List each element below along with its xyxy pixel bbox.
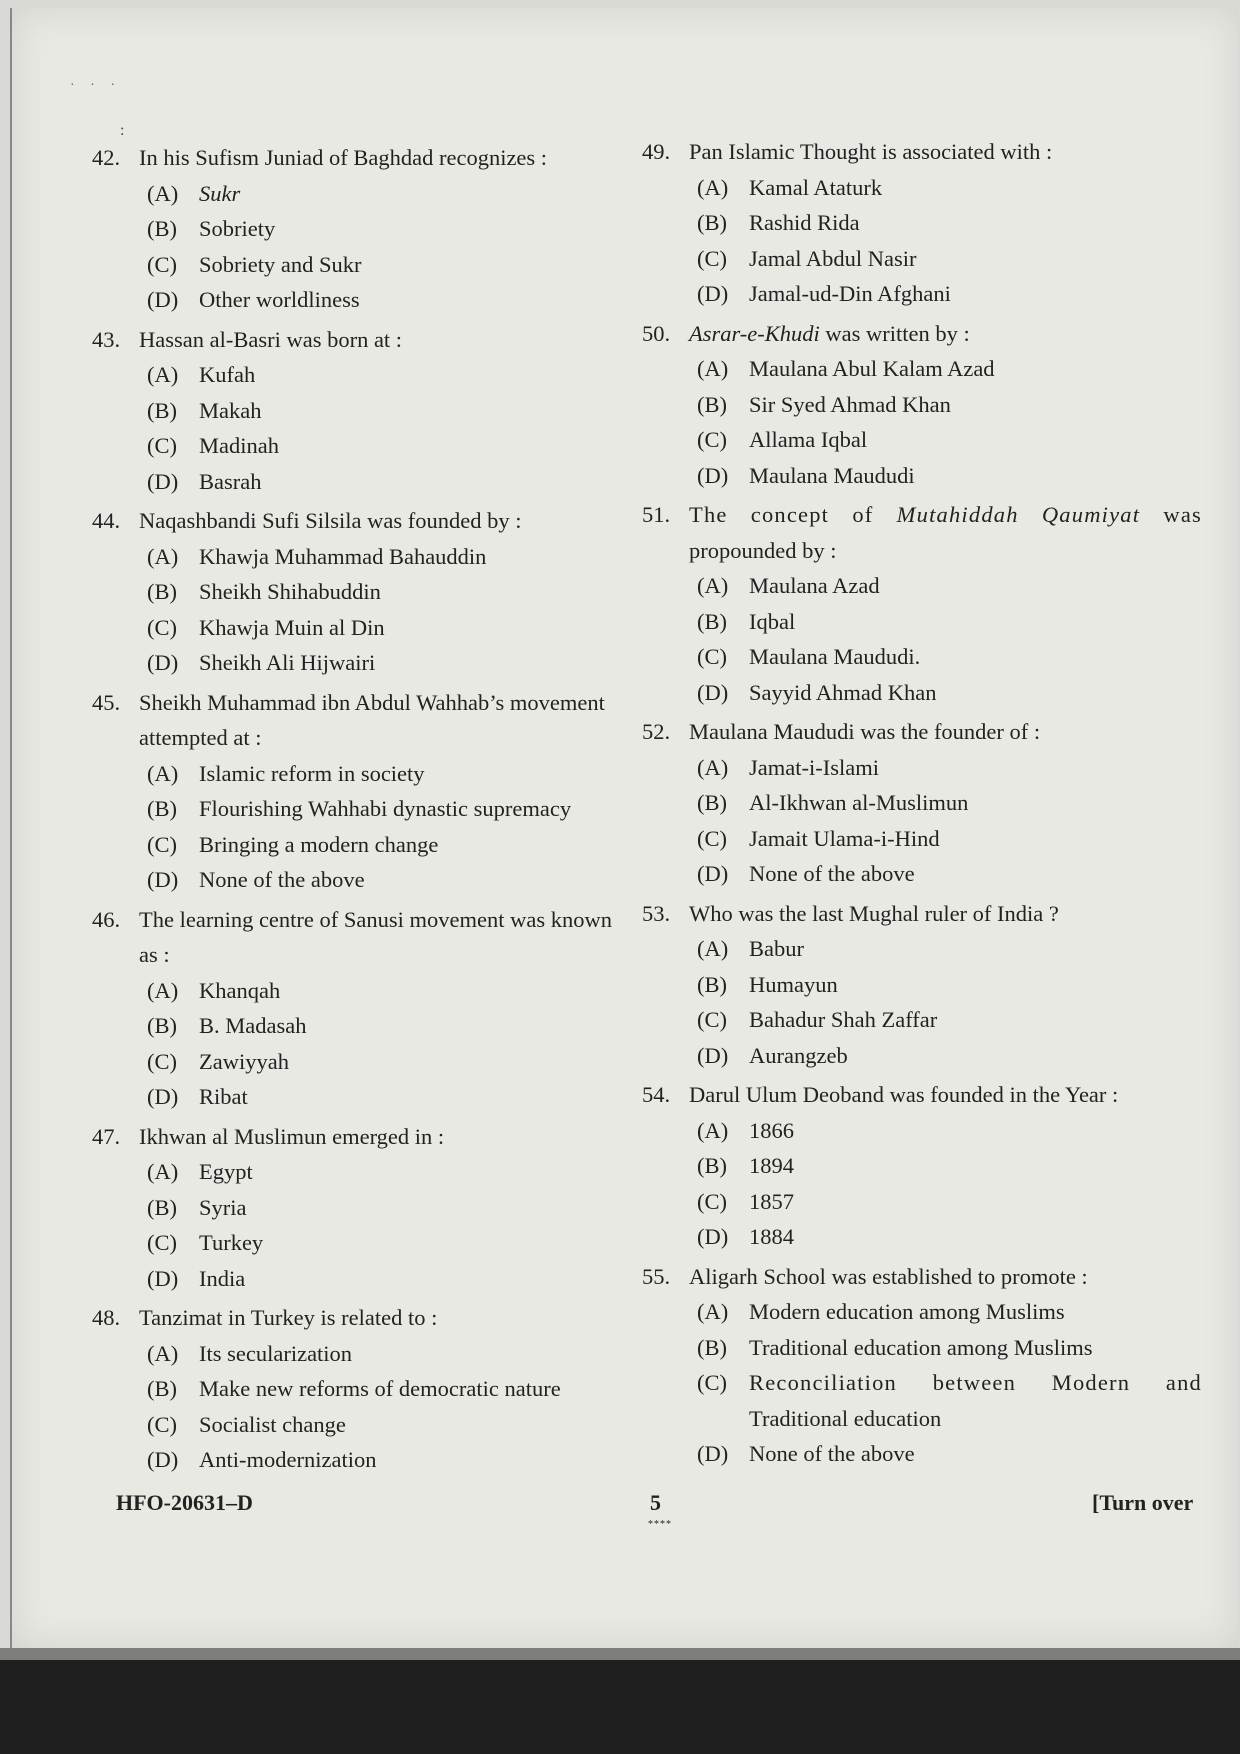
question-text: Maulana Maududi was the founder of : (689, 719, 1041, 744)
option-letter: (D) (147, 867, 179, 892)
turn-over-label: [Turn over (1092, 1490, 1194, 1515)
option-letter: (A) (697, 936, 729, 961)
option-text: Maulana Maududi (749, 462, 915, 488)
question-text: The concept of (689, 502, 897, 527)
option-letter: (A) (147, 1159, 179, 1184)
question-text: The learning centre of Sanusi movement was known (139, 906, 612, 932)
paper-code: HFO-20631–D (116, 1490, 253, 1515)
question-text: Naqashbandi Sufi Silsila was founded by : (139, 508, 522, 533)
question-text: Aligarh School was established to promote : (689, 1263, 1088, 1289)
option-letter: (C) (147, 831, 177, 857)
question-number: 47. (92, 1123, 121, 1149)
question-text: Sheikh Muhammad ibn Abdul Wahhab’s movement (139, 689, 605, 715)
question-number: 54. (642, 1082, 671, 1107)
option-letter: (B) (697, 210, 727, 235)
option-text: Maulana Abul Kalam Azad (749, 356, 995, 381)
option-text: Traditional education among Muslims (749, 1334, 1093, 1360)
option-text: Ribat (199, 1084, 248, 1109)
option-text: Sheikh Ali Hijwairi (199, 650, 376, 675)
option-letter: (A) (147, 362, 179, 387)
option-text: Makah (199, 397, 262, 423)
option-letter: (C) (147, 1230, 177, 1255)
option-letter: (D) (697, 861, 729, 886)
question-text-continued: propounded by : (689, 537, 837, 563)
option-text: Syria (199, 1194, 247, 1220)
question-number: 55. (642, 1263, 671, 1289)
option-text: Khanqah (199, 977, 281, 1003)
question-46 (92, 902, 652, 1115)
option-letter: (B) (147, 397, 177, 423)
question-number: 42. (92, 145, 121, 170)
option-letter: (C) (697, 245, 727, 271)
option-text: Jamat-i-Islami (749, 754, 879, 780)
question-number: 43. (92, 326, 121, 352)
option-text: Make new reforms of democratic nature (199, 1376, 561, 1401)
question-42 (92, 140, 652, 318)
option-text: Modern education among Muslims (749, 1299, 1065, 1324)
option-text: Bahadur Shah Zaffar (749, 1007, 938, 1032)
option-letter: (A) (697, 356, 729, 381)
question-55 (642, 1259, 1202, 1472)
question-text: Ikhwan al Muslimun emerged in : (139, 1123, 445, 1149)
option-text: Madinah (199, 433, 279, 458)
option-letter: (B) (697, 1153, 727, 1178)
option-text: Egypt (199, 1159, 253, 1184)
option-letter: (A) (147, 760, 179, 786)
option-text: Sukr (199, 180, 241, 206)
right-column (642, 134, 1202, 1476)
option-letter: (D) (147, 468, 179, 494)
option-letter: (C) (697, 825, 727, 851)
option-letter: (A) (147, 543, 179, 569)
option-text: Kamal Ataturk (749, 174, 883, 200)
option-letter: (C) (147, 433, 177, 458)
option-letter: (A) (697, 754, 729, 780)
option-text: Sobriety and Sukr (199, 251, 362, 277)
scan-specks: · · · (70, 78, 121, 93)
option-letter: (B) (697, 1334, 727, 1360)
option-text: Maulana Maududi. (749, 644, 921, 669)
question-51 (642, 497, 1202, 710)
option-text: Jamal-ud-Din Afghani (749, 281, 951, 306)
option-letter: (A) (697, 174, 729, 200)
question-text: Hassan al-Basri was born at : (139, 326, 403, 352)
option-letter: (C) (147, 1411, 177, 1437)
option-letter: (D) (147, 1447, 179, 1472)
page-number-dots: **** (648, 1519, 672, 1530)
option-text: B. Madasah (199, 1013, 307, 1038)
question-number: 44. (92, 508, 121, 533)
option-letter: (A) (147, 977, 179, 1003)
option-letter: (A) (147, 180, 179, 206)
question-number: 52. (642, 719, 671, 744)
question-48 (92, 1300, 652, 1478)
option-text: Sayyid Ahmad Khan (749, 679, 937, 705)
question-45 (92, 685, 652, 898)
option-letter: (D) (697, 679, 729, 705)
option-text: Reconciliation between Modern and (749, 1370, 1202, 1395)
option-letter: (D) (147, 650, 179, 675)
question-text: Who was the last Mughal ruler of India ? (689, 900, 1059, 926)
question-text: was written by : (819, 320, 970, 346)
option-text: Turkey (199, 1230, 264, 1255)
option-letter: (C) (697, 644, 727, 669)
option-text: Khawja Muhammad Bahauddin (199, 543, 487, 569)
option-letter: (B) (147, 1376, 177, 1401)
question-text-continued: as : (139, 942, 170, 967)
option-letter: (B) (697, 608, 727, 634)
question-number: 49. (642, 139, 671, 164)
option-letter: (D) (147, 1265, 179, 1291)
question-49 (642, 134, 1202, 312)
question-number: 48. (92, 1305, 121, 1330)
option-text: 1866 (749, 1117, 794, 1143)
option-text: Sobriety (199, 216, 276, 241)
option-text: Islamic reform in society (199, 760, 425, 786)
option-text: None of the above (749, 1441, 915, 1466)
option-letter: (B) (147, 216, 177, 241)
question-number: 45. (92, 689, 121, 715)
option-letter: (C) (697, 1188, 727, 1214)
option-letter: (D) (697, 462, 729, 488)
question-text: Pan Islamic Thought is associated with : (689, 139, 1053, 164)
option-letter: (C) (147, 251, 177, 277)
option-text: Its secularization (199, 1340, 353, 1366)
book-title: Asrar-e-Khudi (689, 320, 820, 346)
question-53 (642, 896, 1202, 1074)
option-text: Rashid Rida (749, 210, 860, 235)
question-number: 46. (92, 906, 121, 932)
option-letter: (A) (697, 1299, 729, 1324)
option-letter: (A) (147, 1340, 179, 1366)
question-text: In his Sufism Juniad of Baghdad recognizes : (139, 145, 548, 170)
concept-term: Mutahiddah Qaumiyat (896, 502, 1141, 527)
question-text: Darul Ulum Deoband was founded in the Year : (689, 1082, 1119, 1107)
option-text: Other worldliness (199, 287, 360, 312)
page-number: 5 (650, 1490, 661, 1515)
option-text: Aurangzeb (749, 1042, 848, 1068)
question-47 (92, 1119, 652, 1297)
option-letter: (C) (147, 614, 177, 640)
option-letter: (D) (697, 1441, 729, 1466)
option-letter: (B) (147, 1013, 177, 1038)
question-50 (642, 316, 1202, 494)
option-letter: (C) (697, 1370, 727, 1395)
option-text: Flourishing Wahhabi dynastic supremacy (199, 796, 572, 821)
option-text: India (199, 1265, 246, 1291)
question-54 (642, 1077, 1202, 1255)
option-text: Anti-modernization (199, 1447, 377, 1472)
question-text-continued: attempted at : (139, 725, 262, 750)
option-letter: (A) (697, 1117, 729, 1143)
question-44 (92, 503, 652, 681)
scan-background (0, 1660, 1240, 1754)
option-text: Socialist change (199, 1411, 346, 1437)
option-text: None of the above (749, 861, 915, 886)
left-column (92, 140, 652, 1482)
option-text: Sir Syed Ahmad Khan (749, 391, 951, 417)
option-letter: (B) (147, 796, 177, 821)
option-text: Sheikh Shihabuddin (199, 579, 381, 604)
option-text: Khawja Muin al Din (199, 614, 385, 640)
option-text: Babur (749, 936, 804, 961)
scan-mark: : (120, 122, 125, 139)
question-number: 53. (642, 900, 671, 926)
question-52 (642, 714, 1202, 892)
option-text: Basrah (199, 468, 262, 494)
option-letter: (C) (697, 1007, 727, 1032)
option-text: Kufah (199, 362, 256, 387)
option-text: 1884 (749, 1224, 794, 1249)
option-letter: (D) (697, 1042, 729, 1068)
option-letter: (A) (697, 573, 729, 598)
option-letter: (B) (147, 579, 177, 604)
question-text: Tanzimat in Turkey is related to : (139, 1305, 438, 1330)
option-letter: (D) (697, 1224, 729, 1249)
option-letter: (C) (147, 1048, 177, 1074)
question-number: 50. (642, 320, 671, 346)
option-letter: (B) (697, 391, 727, 417)
option-text: 1857 (749, 1188, 794, 1214)
option-text: Zawiyyah (199, 1048, 289, 1074)
option-text: Iqbal (749, 608, 796, 634)
question-text: was (1140, 502, 1202, 527)
option-letter: (D) (147, 1084, 179, 1109)
question-number: 51. (642, 502, 671, 527)
option-letter: (B) (697, 790, 727, 815)
option-text: 1894 (749, 1153, 794, 1178)
option-letter: (C) (697, 427, 727, 452)
option-text: Maulana Azad (749, 573, 880, 598)
option-text: Allama Iqbal (749, 427, 868, 452)
option-letter: (B) (697, 971, 727, 997)
option-text: Humayun (749, 971, 838, 997)
option-text: Jamait Ulama-i-Hind (749, 825, 940, 851)
option-text: Jamal Abdul Nasir (749, 245, 917, 271)
option-letter: (D) (147, 287, 179, 312)
option-text: Bringing a modern change (199, 831, 439, 857)
option-letter: (B) (147, 1194, 177, 1220)
question-43 (92, 322, 652, 500)
option-letter: (D) (697, 281, 729, 306)
option-text-continued: Traditional education (749, 1405, 942, 1431)
option-text: Al-Ikhwan al-Muslimun (749, 790, 969, 815)
option-text: None of the above (199, 867, 365, 892)
